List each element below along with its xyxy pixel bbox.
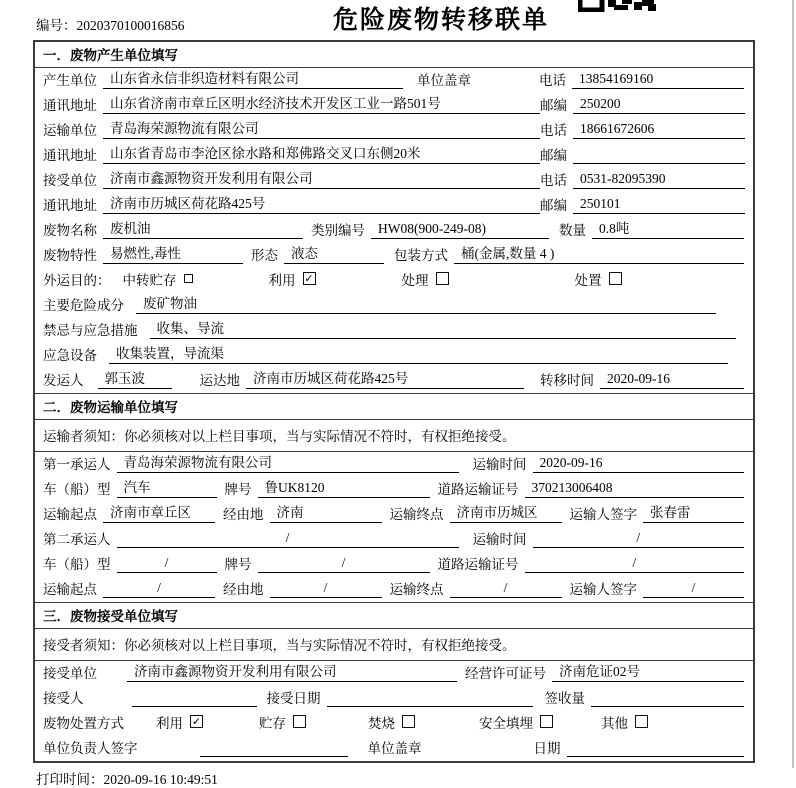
field-value: 废机油 — [103, 217, 303, 239]
checkbox-label: 焚烧 — [368, 716, 395, 731]
field-value: / — [270, 580, 382, 598]
field-value: / — [525, 555, 745, 573]
field-label: 数量 — [559, 223, 586, 238]
form-row — [35, 268, 753, 293]
field-value: 0.8吨 — [592, 217, 744, 239]
field-value: / — [643, 580, 744, 598]
field-value: 0531-82095390 — [573, 171, 745, 189]
field-text: 外运目的： — [43, 273, 111, 288]
form-row — [35, 502, 753, 527]
form-row — [35, 661, 753, 686]
section-2 — [35, 393, 753, 602]
field-label: 接受日期 — [266, 691, 321, 706]
form-row — [35, 218, 753, 243]
field-label: 包装方式 — [394, 248, 448, 263]
field-label: 签收量 — [544, 691, 585, 706]
checkbox-field — [479, 712, 553, 732]
field-value: 液态 — [284, 242, 384, 264]
page-header — [0, 0, 796, 40]
field-value — [132, 690, 257, 707]
field-value: / — [117, 555, 217, 573]
field-value: 18661672606 — [573, 121, 745, 139]
field-label: 通讯地址 — [43, 98, 97, 113]
field-text: 单位负责人签字 — [43, 741, 138, 756]
field-label: 废物特性 — [43, 248, 97, 263]
field-label: 运达地 — [199, 373, 240, 388]
section-heading: 一．废物产生单位填写 — [35, 42, 753, 68]
checkbox-field — [368, 712, 415, 732]
field-value: 山东省青岛市李沧区徐水路和郑佛路交叉口东侧20米 — [103, 142, 540, 164]
field-value: 2020-09-16 — [533, 455, 745, 473]
form-row — [35, 477, 753, 502]
form-row — [35, 736, 753, 761]
checkbox-field — [269, 269, 316, 289]
checkbox — [540, 715, 553, 728]
checkbox-label: 贮存 — [259, 716, 286, 731]
form-row — [35, 68, 753, 93]
checkbox — [609, 272, 622, 285]
field-value: 青岛海荣源物流有限公司 — [103, 117, 540, 139]
field-value: 济南市章丘区 — [103, 501, 215, 523]
print-time: 打印时间：2020-09-16 10:49:51 — [36, 772, 218, 787]
field-label: 运输时间 — [472, 532, 527, 547]
field-value: 青岛海荣源物流有限公司 — [117, 451, 459, 473]
field-label: 接受单位 — [43, 666, 97, 681]
field-label: 运输起点 — [43, 507, 97, 522]
field-label: 牌号 — [224, 482, 252, 497]
checkbox-field — [123, 269, 193, 289]
field-value: 山东省济南市章丘区明水经济技术开发区工业一路501号 — [103, 92, 540, 114]
field-label: 电话 — [540, 173, 567, 188]
checkbox — [184, 274, 193, 283]
page-title: 危险废物转移联单 — [333, 7, 550, 34]
field-label: 通讯地址 — [43, 148, 97, 163]
field-label: 道路运输证号 — [437, 482, 519, 497]
field-label: 道路运输证号 — [437, 557, 519, 572]
field-label: 发运人 — [43, 373, 84, 388]
form-row — [35, 93, 753, 118]
field-value: / — [103, 580, 215, 598]
field-label: 转移时间 — [540, 373, 594, 388]
field-label: 接受人 — [43, 691, 84, 706]
field-value: 济南市历城区荷花路425号 — [246, 367, 524, 389]
field-value: 废矿物油 — [136, 292, 716, 314]
field-value: 桶(金属,数量 4 ) — [454, 242, 744, 264]
form-row — [35, 293, 753, 318]
field-label: 车（船）型 — [43, 557, 111, 572]
checkbox-checked: ✓ — [304, 272, 314, 285]
field-label: 第二承运人 — [43, 532, 111, 547]
field-label: 电话 — [540, 123, 567, 138]
checkbox-field — [575, 269, 622, 289]
field-label: 运输单位 — [43, 123, 97, 138]
field-value: / — [533, 530, 745, 548]
field-label: 接受单位 — [43, 173, 97, 188]
form-row — [35, 193, 753, 218]
checkbox — [635, 715, 648, 728]
checkbox-field — [156, 712, 203, 732]
field-value: 济南市历城区荷花路425号 — [103, 192, 540, 214]
section-notice: 运输者须知：你必须核对以上栏目事项，当与实际情况不符时，有权拒绝接受。 — [35, 420, 753, 452]
field-label: 形态 — [251, 248, 278, 263]
field-value: / — [117, 530, 459, 548]
field-label: 第一承运人 — [43, 457, 111, 472]
checkbox-label: 处置 — [574, 273, 602, 288]
field-value: 收集、导流 — [150, 317, 737, 339]
field-value: / — [450, 580, 562, 598]
checkbox-checked: ✓ — [191, 715, 202, 728]
form-row — [35, 318, 753, 343]
field-label: 经由地 — [223, 582, 264, 597]
field-label: 牌号 — [224, 557, 252, 572]
form-box — [33, 40, 755, 763]
form-row — [35, 168, 753, 193]
field-value — [200, 740, 348, 757]
field-label: 日期 — [533, 741, 561, 756]
field-value: 2020-09-16 — [600, 371, 744, 389]
field-value: 张春雷 — [643, 501, 744, 523]
field-label: 主要危险成分 — [43, 298, 124, 313]
field-label: 通讯地址 — [43, 198, 97, 213]
field-value: 济南市历城区 — [450, 501, 562, 523]
field-label: 经营许可证号 — [465, 666, 546, 681]
field-value: 370213006408 — [525, 480, 745, 498]
field-label: 应急设备 — [43, 348, 97, 363]
field-value: 济南市鑫源物资开发利用有限公司 — [103, 167, 540, 189]
field-value — [327, 690, 533, 707]
field-label: 运输终点 — [389, 582, 444, 597]
checkbox — [293, 715, 306, 728]
field-text: 单位盖章 — [417, 73, 471, 88]
section-notice: 接受者须知：你必须核对以上栏目事项，当与实际情况不符时，有权拒绝接受。 — [35, 629, 753, 661]
form-row — [35, 686, 753, 711]
section-3 — [35, 602, 753, 761]
field-value: / — [258, 555, 430, 573]
field-label: 类别编号 — [311, 223, 365, 238]
field-value — [567, 740, 745, 757]
field-label: 运输人签字 — [569, 582, 637, 597]
field-value: 250200 — [573, 96, 745, 114]
field-label: 运输人签字 — [569, 507, 637, 522]
serial-number: 编号：2020370100016856 — [36, 18, 185, 33]
section-1 — [35, 42, 753, 393]
field-value: 郭玉波 — [98, 367, 172, 389]
checkbox-field — [259, 712, 306, 732]
form-row — [35, 343, 753, 368]
checkbox-field — [402, 269, 449, 289]
checkbox — [402, 715, 415, 728]
field-label: 产生单位 — [43, 73, 97, 88]
field-value: 济南市鑫源物资开发利用有限公司 — [127, 660, 457, 682]
checkbox-label: 利用 — [156, 716, 183, 731]
field-label: 运输终点 — [389, 507, 444, 522]
checkbox-label: 其他 — [601, 716, 628, 731]
field-value: 13854169160 — [572, 71, 744, 89]
field-value: 山东省永信非织造材料有限公司 — [103, 67, 403, 89]
form-row — [35, 368, 753, 393]
field-value — [591, 690, 744, 707]
field-value: 鲁UK8120 — [258, 476, 430, 498]
field-value: HW08(900-249-08) — [371, 221, 549, 239]
section-heading: 三．废物接受单位填写 — [35, 603, 753, 629]
checkbox-label: 中转贮存 — [122, 273, 177, 288]
checkbox-label: 利用 — [268, 273, 296, 288]
form-row — [35, 118, 753, 143]
field-label: 电话 — [539, 73, 566, 88]
field-label: 经由地 — [223, 507, 264, 522]
page-right-edge — [792, 0, 794, 768]
field-label: 邮编 — [540, 148, 567, 163]
qr-code-fragment — [578, 0, 656, 12]
field-label: 运输时间 — [472, 457, 527, 472]
field-label: 车（船）型 — [43, 482, 111, 497]
form-row — [35, 527, 753, 552]
form-row — [35, 243, 753, 268]
field-label: 邮编 — [540, 98, 567, 113]
field-label: 禁忌与应急措施 — [43, 323, 138, 338]
checkbox — [436, 272, 449, 285]
field-label: 运输起点 — [43, 582, 97, 597]
section-heading: 二．废物运输单位填写 — [35, 394, 753, 420]
field-value: 收集装置，导流渠 — [109, 342, 728, 364]
field-value: 济南 — [270, 501, 382, 523]
field-value: 250101 — [573, 196, 745, 214]
field-text: 单位盖章 — [367, 741, 422, 756]
form-row — [35, 143, 753, 168]
checkbox-label: 安全填埋 — [479, 716, 533, 731]
field-value: 易燃性,毒性 — [103, 242, 243, 264]
field-label: 废物名称 — [43, 223, 97, 238]
form-row — [35, 452, 753, 477]
form-row — [35, 552, 753, 577]
field-label: 邮编 — [540, 198, 567, 213]
form-row — [35, 577, 753, 602]
checkbox-field — [601, 712, 648, 732]
field-value: 汽车 — [117, 476, 217, 498]
form-row — [35, 711, 753, 736]
field-value: 济南危证02号 — [552, 660, 744, 682]
field-text: 废物处置方式 — [43, 716, 124, 731]
checkbox-label: 处理 — [401, 273, 429, 288]
field-value — [573, 147, 745, 164]
